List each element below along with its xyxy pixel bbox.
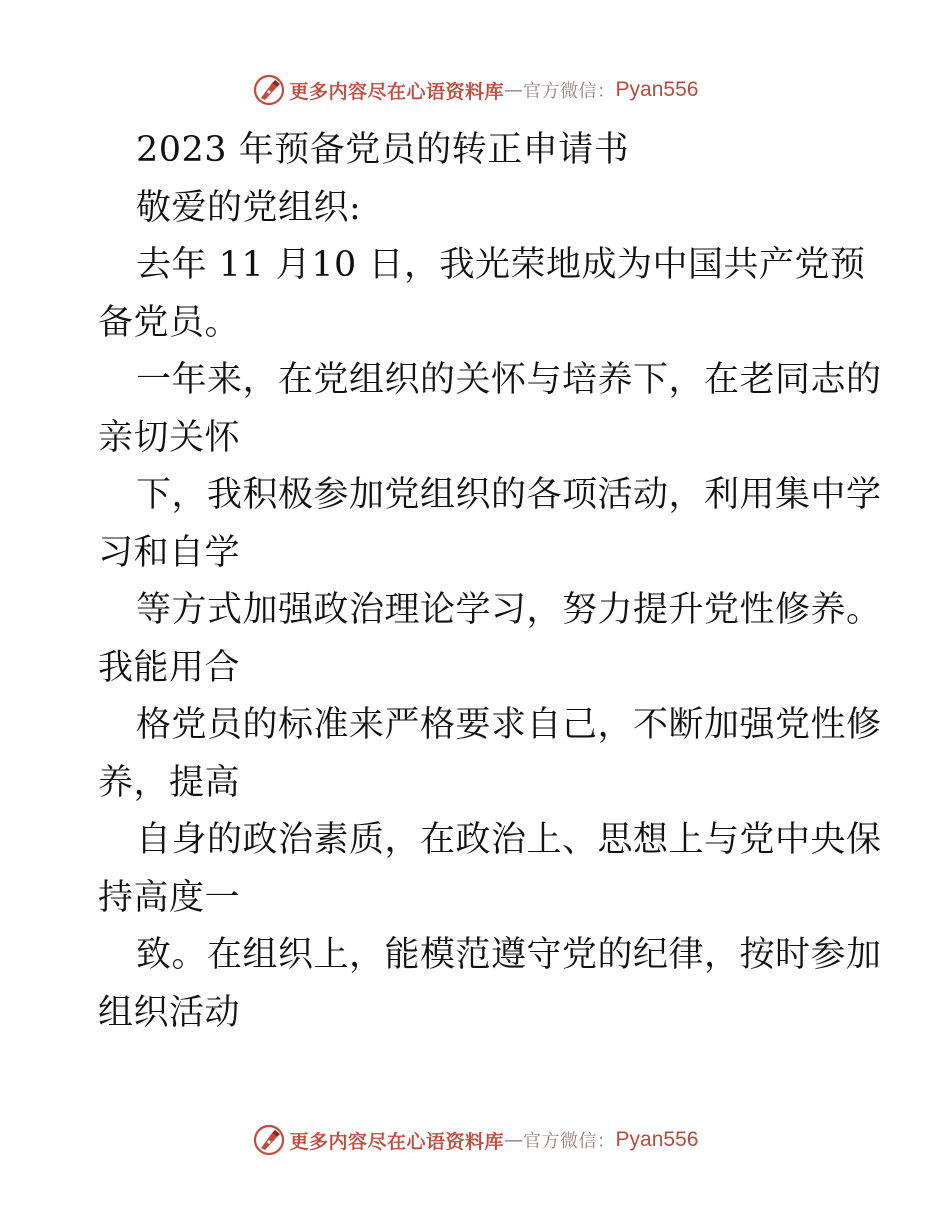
body-text-line: 去年 11 月10 日，我光荣地成为中国共产党预 (136, 245, 866, 285)
body-text-line: 等方式加强政治理论学习，努力提升党性修养。 (136, 590, 882, 630)
document-body (98, 122, 888, 1042)
document-title: 2023 年预备党员的转正申请书 (136, 130, 630, 170)
body-text-line: 我能用合 (98, 647, 241, 688)
watermark-wechat-label: 官方微信： (523, 81, 616, 102)
pen-nib-logo-icon (252, 1123, 286, 1157)
body-text-line: 养，提高 (98, 762, 241, 803)
body-text-line: 组织活动 (98, 992, 241, 1033)
body-text-line: 致。在组织上，能模范遵守党的纪律，按时参加 (136, 935, 882, 975)
watermark-brand: 更多内容尽在心语资料库 (289, 80, 505, 103)
body-text-line: 下，我积极参加党组织的各项活动，利用集中学 (136, 475, 882, 515)
watermark-separator: — (504, 1129, 524, 1151)
watermark-wechat-id: Pyan556 (615, 1128, 699, 1151)
body-text-line: 习和自学 (98, 532, 241, 573)
body-text-line: 持高度一 (98, 877, 241, 918)
header-watermark (0, 70, 950, 110)
body-text-line: 一年来，在党组织的关怀与培养下，在老同志的 (136, 360, 882, 400)
watermark-wechat-id: Pyan556 (615, 78, 699, 101)
body-text-line: 备党员。 (98, 302, 241, 343)
body-text-line: 亲切关怀 (98, 417, 241, 458)
watermark-wechat-label: 官方微信： (523, 1131, 616, 1152)
footer-watermark (0, 1120, 950, 1160)
body-text-line: 格党员的标准来严格要求自己，不断加强党性修 (136, 705, 882, 745)
salutation: 敬爱的党组织: (136, 187, 362, 228)
pen-nib-logo-icon (252, 73, 286, 107)
body-text-line: 自身的政治素质，在政治上、思想上与党中央保 (136, 820, 882, 860)
watermark-separator: — (504, 79, 524, 101)
watermark-brand: 更多内容尽在心语资料库 (289, 1130, 505, 1153)
